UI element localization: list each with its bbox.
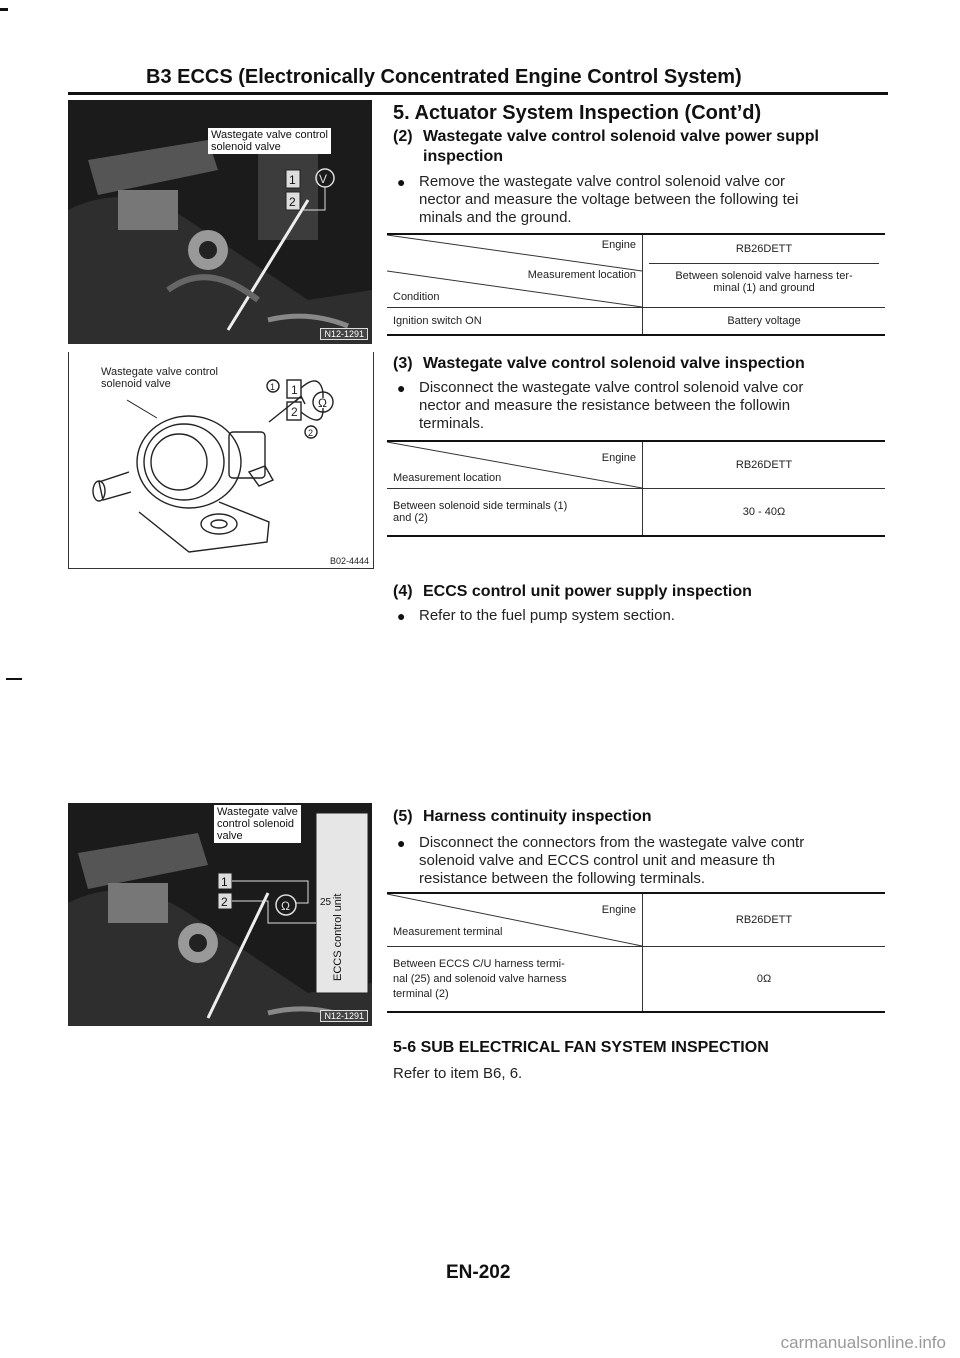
svg-text:1: 1: [270, 382, 276, 392]
terminal-cell: [387, 947, 643, 1011]
table-header-row: [387, 235, 885, 307]
engine-column-header: [643, 235, 885, 307]
header-measurement-location: Measurement location: [527, 269, 636, 281]
drawing-label-line: Wastegate valve control: [101, 366, 218, 378]
bullet-line: Remove the wastegate valve control solenoid valve cor: [419, 173, 786, 190]
bullet-line: Refer to the fuel pump system section.: [419, 607, 675, 624]
value-cell: 30 - 40Ω: [742, 506, 786, 518]
cell-divider: [649, 263, 879, 264]
subsection-4-number: (4): [393, 583, 413, 600]
photo-wastegate-valve-1: [68, 100, 372, 344]
svg-text:Ω: Ω: [281, 899, 290, 913]
callout-line: Wastegate valve control: [211, 129, 328, 141]
bullet-line: minals and the ground.: [419, 209, 572, 226]
bullet-line: resistance between the following terminals.: [419, 870, 705, 887]
table-row: [387, 307, 885, 334]
ecu-side-label: [328, 961, 372, 981]
table-header-diagonal-cell: [387, 235, 643, 307]
subsection-2-bullet-text: [419, 173, 893, 227]
drawing-figure-code: B02-4444: [329, 556, 369, 566]
header-engine: Engine: [601, 452, 636, 464]
subsection-3-title: [393, 355, 805, 373]
subsection-4-title-text: ECCS control unit power supply inspection: [423, 583, 752, 600]
bullet-line: nector and measure the resistance between the followin: [419, 397, 791, 414]
section-5-6-heading: 5-6 SUB ELECTRICAL FAN SYSTEM INSPECTION: [393, 1039, 769, 1056]
location-line: Between solenoid side terminals (1): [393, 500, 568, 512]
condition-cell: Ignition switch ON: [387, 308, 643, 334]
drawing-label: [101, 366, 218, 390]
bullet-icon: ●: [397, 835, 406, 851]
bullet-line: solenoid valve and ECCS control unit and measure th: [419, 852, 776, 869]
bullet-line: Disconnect the connectors from the wastegate valve contr: [419, 834, 805, 851]
margin-tick: [6, 678, 22, 680]
subsection-2-title-line1: Wastegate valve control solenoid valve power suppl: [423, 128, 819, 145]
subsection-2-title: [393, 128, 885, 166]
drawing-label-line: solenoid valve: [101, 378, 171, 390]
table-header-diagonal-cell: [387, 442, 643, 488]
header-engine: Engine: [601, 904, 636, 916]
svg-text:2: 2: [221, 895, 228, 909]
section-5-6-text: Refer to item B6, 6.: [393, 1065, 523, 1082]
callout-line: Wastegate valve: [217, 806, 298, 818]
header-condition: Condition: [393, 291, 440, 303]
subsection-4-title: [393, 583, 752, 601]
table-row: [387, 488, 885, 535]
location-cell: [387, 489, 643, 535]
svg-text:1: 1: [289, 173, 296, 187]
subsection-2-title-line2: inspection: [423, 148, 504, 165]
subsection-5-number: (5): [393, 808, 413, 825]
table-row: [387, 946, 885, 1011]
subsection-5-bullet-text: [419, 834, 893, 888]
margin-tick: [0, 8, 8, 11]
svg-text:1: 1: [291, 383, 298, 397]
engine-name: RB26DETT: [735, 459, 793, 471]
ecu-pin-label: 25: [320, 897, 332, 908]
table-header-row: [387, 442, 885, 488]
engine-name: RB26DETT: [735, 914, 793, 926]
svg-text:2: 2: [308, 428, 314, 438]
svg-text:2: 2: [289, 195, 296, 209]
header-measurement-terminal: Measurement terminal: [393, 926, 503, 938]
subsection-2-number: (2): [393, 128, 413, 145]
subsection-3-title-text: Wastegate valve control solenoid valve inspection: [423, 355, 805, 372]
engine-name: RB26DETT: [735, 243, 793, 255]
voltmeter-v-mark: V: [319, 172, 328, 186]
bullet-icon: ●: [397, 380, 406, 396]
header-engine: Engine: [601, 239, 636, 251]
header-measurement-location: Measurement location: [393, 472, 502, 484]
callout-line: valve: [217, 830, 243, 842]
photo2-callout: [214, 805, 301, 843]
location-line: and (2): [393, 512, 428, 524]
bullet-line: terminals.: [419, 415, 485, 432]
bullet-line: Disconnect the wastegate valve control solenoid valve cor: [419, 379, 804, 396]
section-heading: 5. Actuator System Inspection (Cont’d): [393, 102, 762, 124]
photo-wastegate-valve-2: [68, 803, 372, 1026]
callout-line: solenoid valve: [211, 141, 281, 153]
photo1-callout: [208, 128, 331, 154]
svg-text:2: 2: [291, 405, 298, 419]
subsection-3-number: (3): [393, 355, 413, 372]
continuity-table: [387, 892, 885, 1013]
value-cell: 0Ω: [756, 973, 772, 985]
bullet-icon: ●: [397, 174, 406, 190]
location-line: minal (1) and ground: [713, 282, 815, 294]
value-cell: Battery voltage: [727, 315, 801, 327]
terminal-line: nal (25) and solenoid valve harness: [393, 972, 567, 985]
table-header-diagonal-cell: [387, 894, 643, 946]
diagonal-line: [387, 894, 642, 946]
photo2-figure-code: N12-1291: [320, 1010, 368, 1022]
subsection-2-bullet: [393, 173, 893, 227]
voltage-table: [387, 233, 885, 336]
page-title: B3 ECCS (Electronically Concentrated Engine Control System): [146, 66, 742, 88]
resistance-table: [387, 440, 885, 537]
subsection-5-title-text: Harness continuity inspection: [423, 808, 652, 825]
watermark: carmanualsonline.info: [780, 1333, 946, 1352]
callout-line: control solenoid: [217, 818, 295, 830]
subsection-5-title: [393, 808, 651, 826]
bullet-line: nector and measure the voltage between the following tei: [419, 191, 799, 208]
terminal-line: terminal (2): [393, 987, 449, 1000]
svg-text:Ω: Ω: [318, 396, 327, 410]
table-header-row: [387, 894, 885, 946]
subsection-4-bullet-text: [419, 607, 893, 625]
page-number: EN-202: [446, 1262, 511, 1283]
bullet-icon: ●: [397, 608, 406, 624]
subsection-3-bullet-text: [419, 379, 893, 433]
subsection-5-bullet: [393, 834, 893, 888]
subsection-3-bullet: [393, 379, 893, 433]
svg-text:1: 1: [221, 875, 228, 889]
title-rule: [68, 92, 888, 95]
terminal-line: Between ECCS C/U harness termi-: [393, 957, 565, 970]
photo1-figure-code: N12-1291: [320, 328, 368, 340]
subsection-4-bullet: [393, 607, 893, 625]
location-line: Between solenoid valve harness ter-: [675, 270, 853, 282]
drawing-wastegate-valve: [68, 352, 374, 569]
